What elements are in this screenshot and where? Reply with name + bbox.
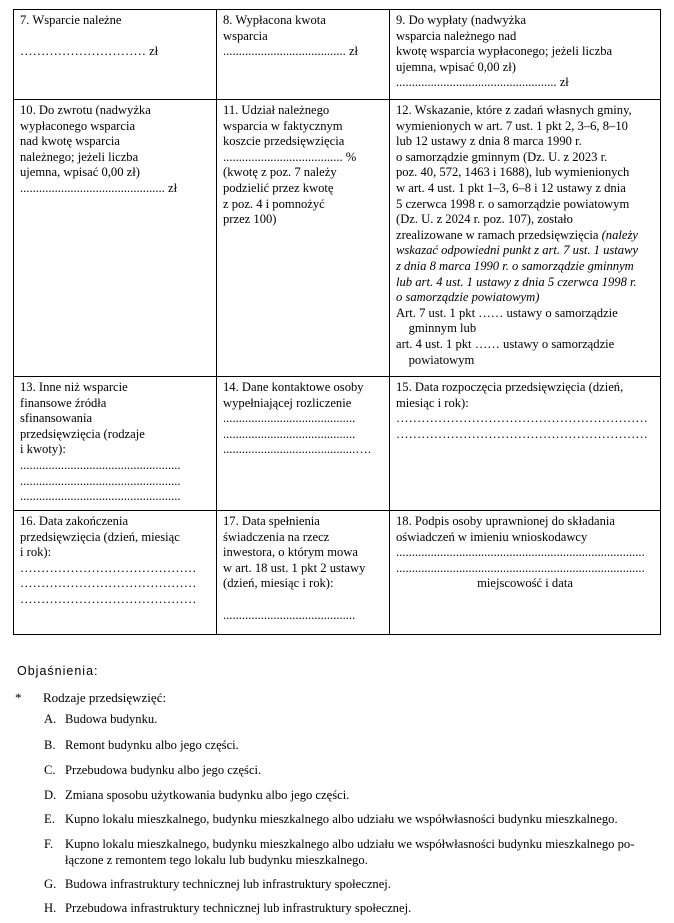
- form-row-2: [14, 100, 661, 377]
- field-16-input[interactable]: ……………………………………: [20, 560, 197, 575]
- field-10-line: należnego; jeżeli liczba: [20, 149, 139, 164]
- field-18-cell[interactable]: [390, 511, 661, 635]
- field-14-line: wypełniającej rozliczenie: [223, 395, 352, 410]
- form-row-3: [14, 377, 661, 511]
- field-9-line: wsparcia należnego nad: [396, 28, 517, 43]
- list-item-letter: H.: [44, 901, 57, 915]
- footnote-star: *: [15, 690, 22, 705]
- field-12-line: (Dz. U. z 2024 r. poz. 107), zostało: [396, 212, 573, 227]
- field-9-line: kwotę wsparcia wypłaconego; jeżeli liczba: [396, 44, 613, 59]
- field-12-input[interactable]: Art. 7 ust. 1 pkt …… ustawy o samorządzie: [396, 305, 618, 320]
- field-11-line: z poz. 4 i pomnożyć: [223, 196, 325, 211]
- project-types-heading: Rodzaje przedsięwzięć:: [43, 690, 167, 705]
- field-12-italic-line: wskazać odpowiedni punkt z art. 7 ust. 1 ustawy: [396, 243, 639, 258]
- field-16-line: przedsięwzięcia (dzień, miesiąc: [20, 529, 180, 544]
- field-12-italic-line: z dnia 8 marca 1990 r. o samorządzie gminnym: [396, 258, 634, 273]
- field-8-input[interactable]: ....................................... zł: [223, 44, 359, 59]
- field-16-cell[interactable]: [14, 511, 217, 635]
- field-11-line: podzielić przez kwotę: [223, 180, 334, 195]
- list-item-letter: B.: [44, 738, 56, 752]
- field-12-line: poz. 40, 572, 1463 i 1688), lub wymienionych: [396, 165, 630, 180]
- field-9-line: 9. Do wypłaty (nadwyżka: [396, 13, 527, 27]
- field-10-cell[interactable]: [14, 100, 217, 377]
- list-item-letter: F.: [44, 837, 54, 851]
- field-15-line: 15. Data rozpoczęcia przedsięwzięcia (dzień,: [396, 380, 624, 394]
- field-7-line: [20, 29, 210, 45]
- field-10-line: 10. Do zwrotu (nadwyżka: [20, 103, 151, 117]
- field-14-input[interactable]: ..........................................: [223, 411, 356, 426]
- field-15-cell[interactable]: [390, 377, 661, 511]
- field-17-line: świadczenia na rzecz: [223, 529, 330, 544]
- field-16-input[interactable]: ……………………………………: [20, 591, 197, 606]
- field-9-input[interactable]: ................................................... zł: [396, 75, 569, 90]
- place-date-input[interactable]: ...............................................................................: [396, 560, 645, 575]
- field-14-cell[interactable]: [217, 377, 390, 511]
- field-13-line: finansowe źródła: [20, 395, 107, 410]
- field-13-line: przedsięwzięcia (rodzaje: [20, 426, 145, 441]
- field-8-line: 8. Wypłacona kwota: [223, 13, 326, 27]
- form-row-4: [14, 511, 661, 635]
- field-12-line: o samorządzie gminnym (Dz. U. z 2023 r.: [396, 149, 608, 164]
- field-14-line: 14. Dane kontaktowe osoby: [223, 380, 364, 394]
- list-item-text: Budowa budynku.: [65, 712, 158, 726]
- list-item-letter: E.: [44, 812, 55, 826]
- field-17-line: [223, 592, 383, 608]
- list-item-text: Kupno lokalu mieszkalnego, budynku mieszkalnego albo udziału we współwłasności budynku mieszkalnego po-łączone z remontem tego lokalu lub budynku mieszkalnego.: [65, 837, 635, 867]
- field-16-line: i rok):: [20, 545, 52, 560]
- place-date-caption: miejscowość i data: [477, 576, 573, 591]
- list-item-letter: C.: [44, 763, 56, 777]
- field-12-line: gminnym lub: [396, 321, 477, 336]
- field-9-line: ujemna, wpisać 0,00 zł): [396, 59, 516, 74]
- field-12-line: lub 12 ustawy z dnia 8 marca 1990 r.: [396, 134, 582, 149]
- form-row-1: [14, 10, 661, 100]
- field-12-cell[interactable]: [390, 100, 661, 377]
- field-12-line: powiatowym: [396, 352, 475, 367]
- field-12-italic-line: lub art. 4 ust. 1 ustawy z dnia 5 czerwca 1998 r.: [396, 274, 637, 289]
- list-item-letter: D.: [44, 788, 57, 802]
- field-8-cell[interactable]: [217, 10, 390, 100]
- field-12-italic-start: (należy: [601, 227, 638, 242]
- field-10-line: nad kwotę wsparcia: [20, 134, 121, 149]
- field-7-input[interactable]: ………………………… zł: [20, 44, 159, 59]
- field-13-input[interactable]: ...................................................: [20, 473, 181, 488]
- field-12-line: 5 czerwca 1998 r. o samorządzie powiatowym: [396, 196, 630, 211]
- field-17-line: 17. Data spełnienia: [223, 514, 320, 528]
- field-18-line: oświadczeń w imieniu wnioskodawcy: [396, 529, 588, 544]
- field-13-line: i kwoty):: [20, 442, 66, 457]
- list-item-text: Przebudowa infrastruktury technicznej lub infrastruktury społecznej.: [65, 901, 412, 915]
- field-11-line: 11. Udział należnego: [223, 103, 330, 117]
- field-7-line: 7. Wsparcie należne: [20, 13, 122, 27]
- field-10-input[interactable]: .............................................. zł: [20, 180, 178, 195]
- field-10-line: ujemna, wpisać 0,00 zł): [20, 165, 140, 180]
- field-12-line: 12. Wskazanie, które z zadań własnych gminy,: [396, 103, 632, 117]
- field-11-line: (kwotę z poz. 7 należy: [223, 165, 337, 180]
- field-13-input[interactable]: ...................................................: [20, 489, 181, 504]
- field-15-input[interactable]: ……………………………………………………: [396, 411, 648, 426]
- field-10-line: wypłaconego wsparcia: [20, 118, 136, 133]
- field-17-line: w art. 18 ust. 1 pkt 2 ustawy: [223, 560, 366, 575]
- field-9-cell[interactable]: [390, 10, 661, 100]
- field-13-input[interactable]: ...................................................: [20, 457, 181, 472]
- list-item-letter: G.: [44, 877, 57, 891]
- field-17-line: (dzień, miesiąc i rok):: [223, 576, 334, 591]
- field-17-line: inwestora, o którym mowa: [223, 545, 359, 560]
- field-16-line: 16. Data zakończenia: [20, 514, 129, 528]
- list-item-text: Budowa infrastruktury technicznej lub infrastruktury społecznej.: [65, 877, 391, 891]
- field-12-italic-line: o samorządzie powiatowym): [396, 290, 540, 305]
- list-item-text: Zmiana sposobu użytkowania budynku albo jego części.: [65, 788, 350, 802]
- field-16-input[interactable]: ……………………………………: [20, 576, 197, 591]
- field-11-input[interactable]: ...................................... %: [223, 149, 357, 164]
- field-13-cell[interactable]: [14, 377, 217, 511]
- field-11-line: koszcie przedsięwzięcia: [223, 134, 345, 149]
- field-12-line: wymienionych w art. 7 ust. 1 pkt 2, 3–6, 8–10: [396, 118, 628, 133]
- signature-input[interactable]: ...............................................................................: [396, 545, 645, 560]
- field-14-input[interactable]: ..........................................: [223, 426, 356, 441]
- field-12-input[interactable]: art. 4 ust. 1 pkt …… ustawy o samorządzie: [396, 336, 615, 351]
- field-18-line: 18. Podpis osoby uprawnionej do składania: [396, 514, 615, 528]
- field-11-cell[interactable]: [217, 100, 390, 377]
- field-12-mixed-line: [396, 228, 654, 244]
- explanations-title: Objaśnienia:: [17, 664, 99, 678]
- field-8-line: wsparcia: [223, 28, 268, 43]
- field-15-line: miesiąc i rok):: [396, 395, 469, 410]
- field-12-lead: zrealizowane w ramach przedsięwzięcia: [396, 227, 602, 242]
- field-14-input[interactable]: ..........................................….: [223, 442, 371, 457]
- field-17-input[interactable]: ..........................................: [223, 607, 356, 622]
- list-item-text: Przebudowa budynku albo jego części.: [65, 763, 262, 777]
- list-item-letter: A.: [44, 712, 57, 726]
- field-11-line: przez 100): [223, 212, 277, 227]
- field-13-line: sfinansowania: [20, 411, 93, 426]
- field-15-input[interactable]: ……………………………………………………: [396, 426, 648, 441]
- list-item-text: Remont budynku albo jego części.: [65, 738, 239, 752]
- settlement-form-table: [13, 9, 661, 635]
- list-item-text: Kupno lokalu mieszkalnego, budynku mieszkalnego albo udziału we współwłasności budynku mieszkalnego.: [65, 812, 618, 826]
- field-17-cell[interactable]: [217, 511, 390, 635]
- field-11-line: wsparcia w faktycznym: [223, 118, 343, 133]
- field-13-line: 13. Inne niż wsparcie: [20, 380, 128, 394]
- field-12-line: w art. 4 ust. 1 pkt 1–3, 6–8 i 12 ustawy z dnia: [396, 180, 626, 195]
- field-7-cell[interactable]: [14, 10, 217, 100]
